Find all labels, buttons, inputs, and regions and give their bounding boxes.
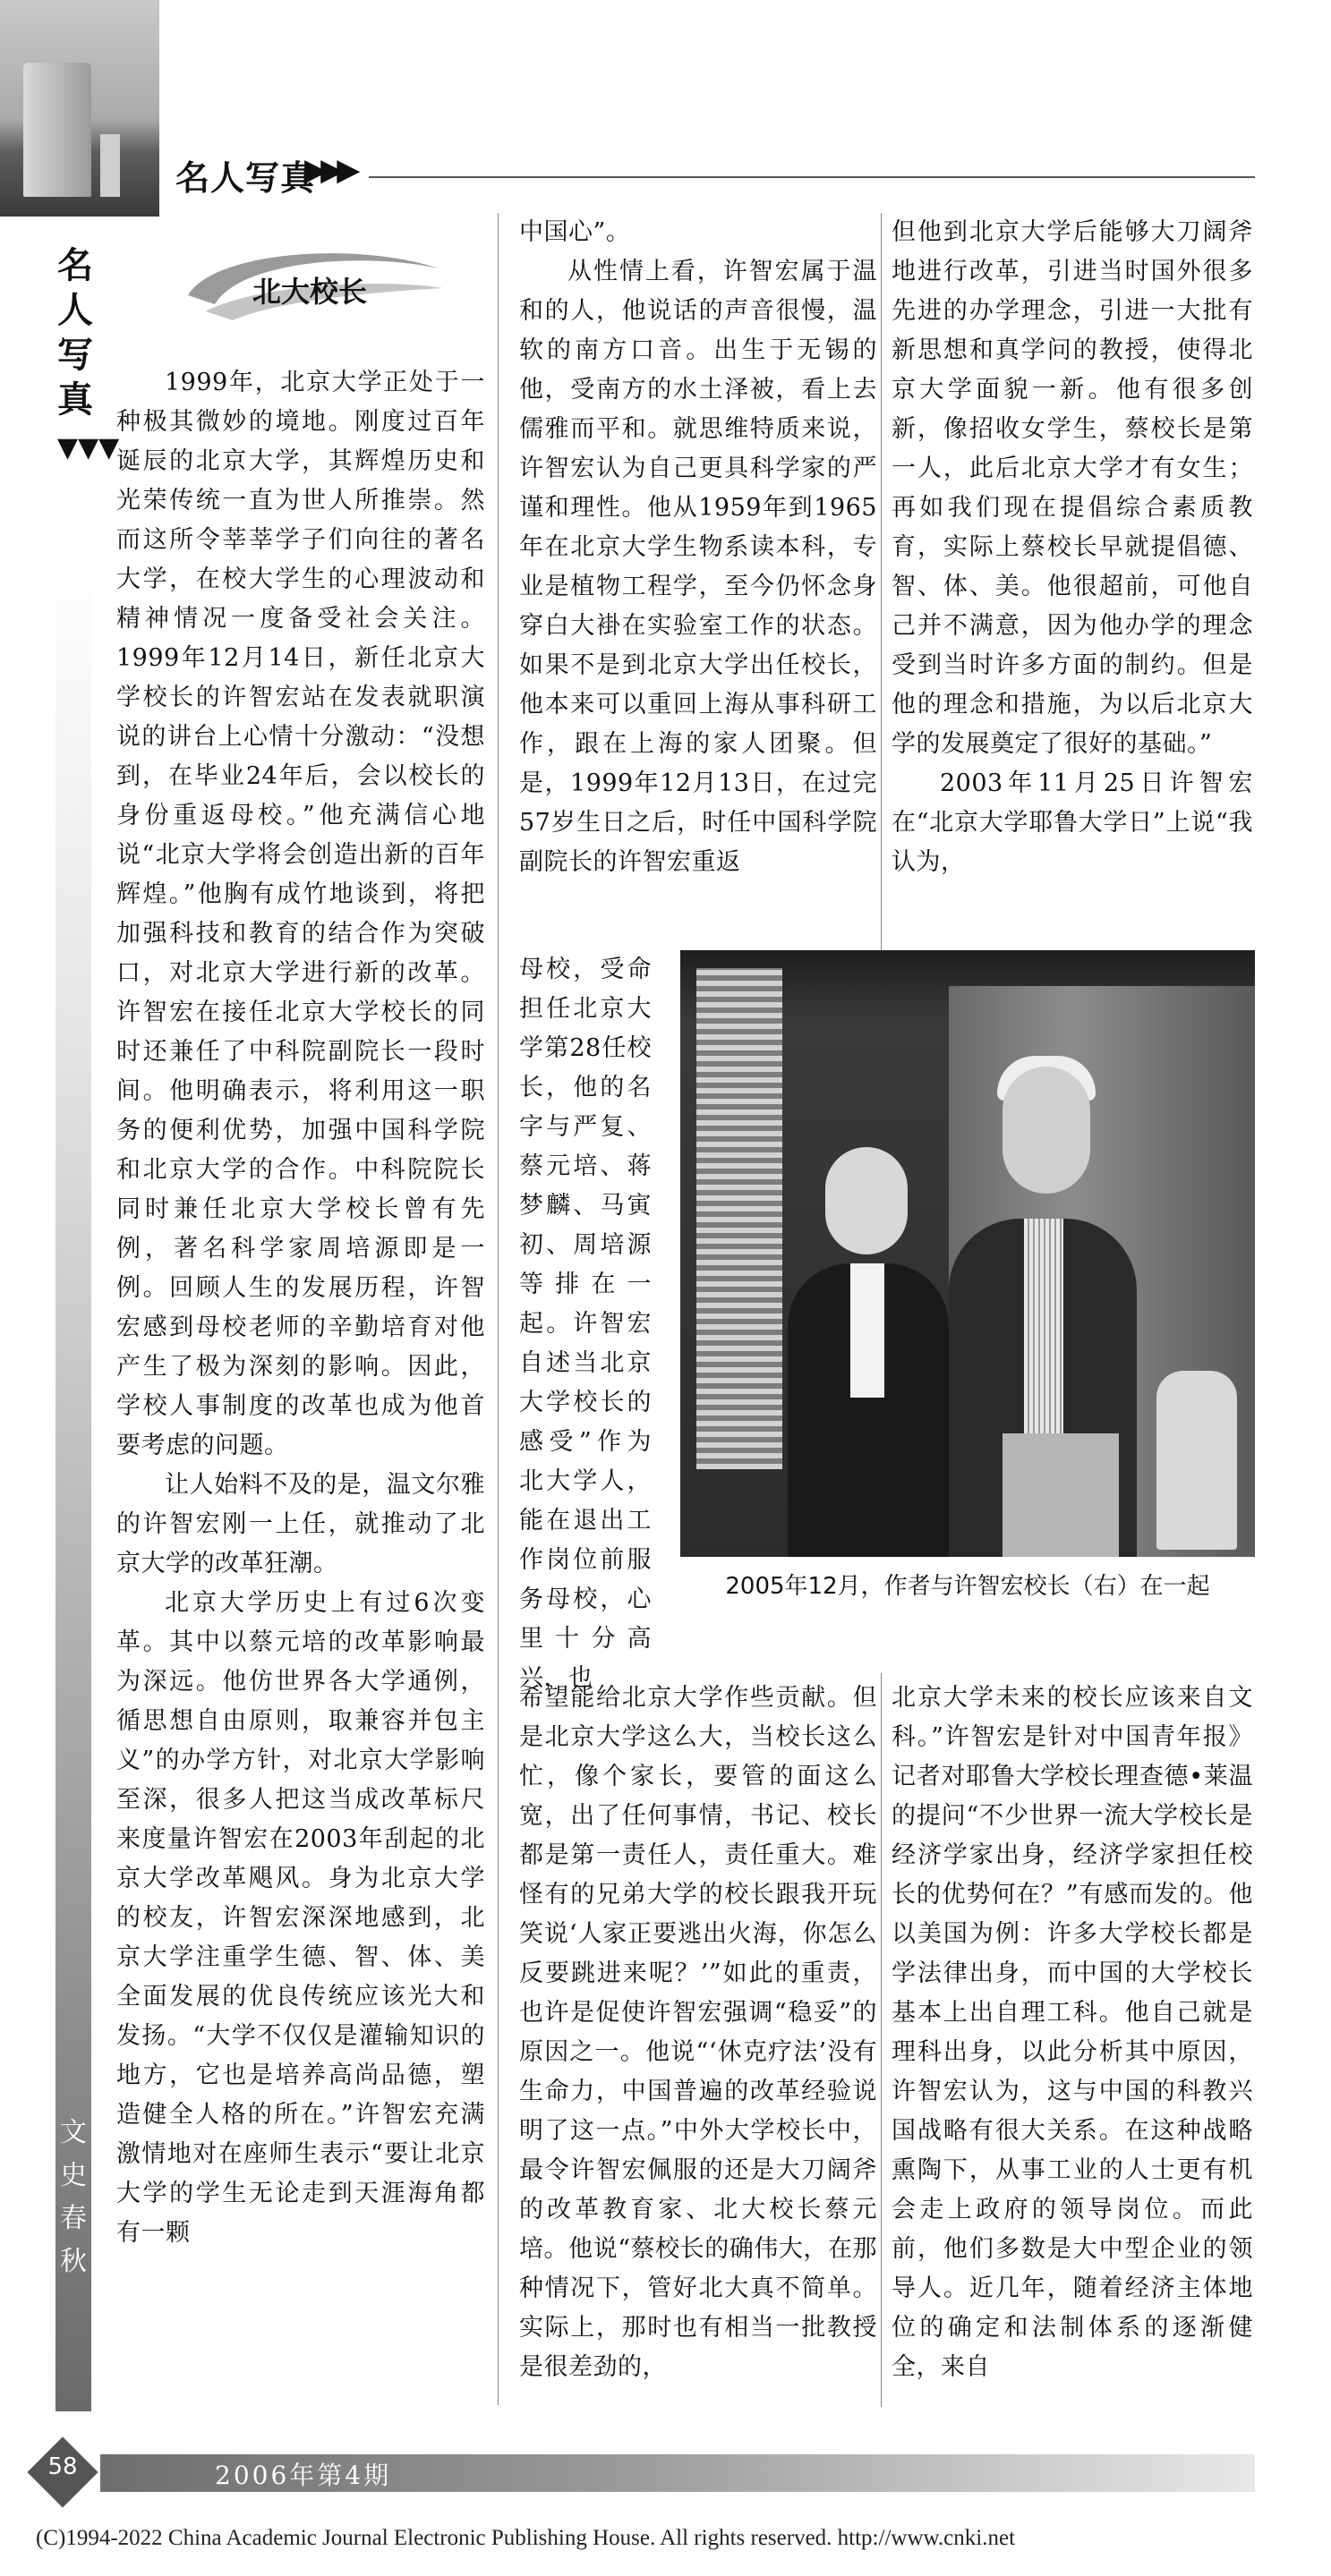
paragraph: 希望能给北京大学作些贡献。但是北京大学这么大，当校长这么忙，像个家长，要管的面这么宽，出了任何事情，书记、校长都是第一责任人，责任重大。难怪有的兄弟大学的校长跟我开玩笑说‘人家正要逃出火海，你怎么反要跳进来呢？’”如此的重责，也许是促使许智宏强调“稳妥”的原因之一。他说“‘休克疗法’没有生命力，中国普遍的改革经验说明了这一点。”中外大学校长中，最令许智宏佩服的还是大刀阔斧的改革教育家、北大校长蔡元培。他说“蔡校长的确伟大，在那种情况下，管好北大真不简单。实际上，那时也有相当一批教授是很差劲的， [519, 1684, 877, 2381]
article-column-1 [116, 363, 485, 2253]
side-magazine-name: 文史春秋 [60, 2117, 87, 2277]
header-thumbnail-image [0, 0, 159, 217]
paragraph: 2003年11月25日许智宏在“北京大学耶鲁大学日”上说“我认为， [892, 769, 1253, 876]
header-section-name: 名人写真 [175, 158, 316, 198]
page-number: 58 [47, 2453, 78, 2480]
column-divider [498, 213, 499, 2405]
column-divider [881, 213, 882, 956]
article-column-2-top [519, 213, 877, 882]
paragraph: 北京大学历史上有过6次变革。其中以蔡元培的改革影响最为深远。他仿世界各大学通例，循思想自由原则，取兼容并包主义”的办学方针，对北京大学影响至深，很多人把这当成改革标尺来度量许智宏在2003年刮起的北京大学改革飓风。身为北京大学的校友，许智宏深深地感到，北京大学注重学生德、智、体、美全面发展的优良传统应该光大和发扬。“大学不仅仅是灌输知识的地方，它也是培养高尚品德，塑造健全人格的所在。”许智宏充满激情地对在座师生表示“要让北京大学的学生无论走到天涯海角都有一颗 [116, 1589, 485, 2247]
article-title: 北大校长 [252, 275, 368, 309]
paragraph: 北京大学未来的校长应该来自文科。”许智宏是针对中国青年报》记者对耶鲁大学校长理查德•莱温的提问“不少世界一流大学校长是经济学家出身，经济学家担任校长的优势何在？”有感而发的。他以美国为例：许多大学校长都是学法律出身，而中国的大学校长基本上出自理工科。他自己就是理科出身，以此分析其中原因，许智宏认为，这与中国的科教兴国战略有很大关系。在这种战略熏陶下，从事工业的人士更有机会走上政府的领导岗位。而此前，他们多数是大中型企业的领导人。近几年，随着经济主体地位的确定和法制体系的逐渐健全，来自 [892, 1684, 1253, 2381]
article-column-2-bottom [519, 1679, 877, 2387]
issue-label: 2006年第4期 [215, 2461, 392, 2490]
article-column-3-top [892, 213, 1253, 882]
photo-caption: 2005年12月，作者与许智宏校长（右）在一起 [725, 1573, 1210, 1600]
paragraph: 1999年，北京大学正处于一种极其微妙的境地。刚度过百年诞辰的北京大学，其辉煌历史和光荣传统一直为世人所推崇。然而这所令莘莘学子们向往的著名大学，在校大学生的心理波动和精神情况一度备受社会关注。1999年12月14日，新任北京大学校长的许智宏站在发表就职演说的讲台上心情十分激动：“没想到，在毕业24年后，会以校长的身份重返母校。”他充满信心地说“北京大学将会创造出新的百年辉煌。”他胸有成竹地谈到，将把加强科技和教育的结合作为突破口，对北京大学进行新的改革。许智宏在接任北京大学校长的同时还兼任了中科院副院长一段时间。他明确表示，将利用这一职务的便利优势，加强中国科学院和北京大学的合作。中科院院长同时兼任北京大学校长曾有先例，著名科学家周培源即是一例。回顾人生的发展历程，许智宏感到母校老师的辛勤培育对他产生了极为深刻的影响。因此，学校人事制度的改革也成为他首要考虑的问题。 [116, 369, 485, 1459]
article-column-2-narrow [519, 950, 652, 1698]
paragraph: 中国心”。 [519, 218, 631, 246]
column-divider [881, 1673, 882, 2407]
side-arrow-icons: ▼▼▼ [57, 432, 120, 463]
paragraph: 母校，受命担任北京大学第28任校长，他的名字与严复、蔡元培、蒋梦麟、马寅初、周培源等排在一起。许智宏自述当北京大学校长的感受”作为北大学人，能在退出工作岗位前服务母校，心里十分高兴，也 [519, 956, 652, 1692]
article-column-3-bottom [892, 1679, 1253, 2387]
side-section-label: 名人写真 [57, 245, 93, 421]
header-divider [369, 176, 1255, 178]
article-photo [680, 950, 1255, 1557]
copyright-notice: (C)1994-2022 China Academic Journal Electronic Publishing House. All rights reserved. http://www.cnki.net [36, 2526, 1016, 2550]
paragraph: 让人始料不及的是，温文尔雅的许智宏刚一上任，就推动了北京大学的改革狂潮。 [116, 1471, 485, 1577]
header-arrow-icons: ▶▶▶ [304, 152, 354, 188]
paragraph: 但他到北京大学后能够大刀阔斧地进行改革，引进当时国外很多先进的办学理念，引进一大批有新思想和真学问的教授，使得北京大学面貌一新。他有很多创新，像招收女学生，蔡校长是第一人，此后北京大学才有女生；再如我们现在提倡综合素质教育，实际上蔡校长早就提倡德、智、体、美。他很超前，可他自己并不满意，因为他办学的理念受到当时许多方面的制约。但是他的理念和措施，为以后北京大学的发展奠定了很好的基础。” [892, 218, 1253, 758]
paragraph: 从性情上看，许智宏属于温和的人，他说话的声音很慢，温软的南方口音。出生于无锡的他，受南方的水土泽被，看上去儒雅而平和。就思维特质来说，许智宏认为自己更具科学家的严谨和理性。他从1959年到1965年在北京大学生物系读本科，专业是植物工程学，至今仍怀念身穿白大褂在实验室工作的状态。如果不是到北京大学出任校长，他本来可以重回上海从事科研工作，跟在上海的家人团聚。但是，1999年12月13日，在过完57岁生日之后，时任中国科学院副院长的许智宏重返 [519, 258, 877, 876]
